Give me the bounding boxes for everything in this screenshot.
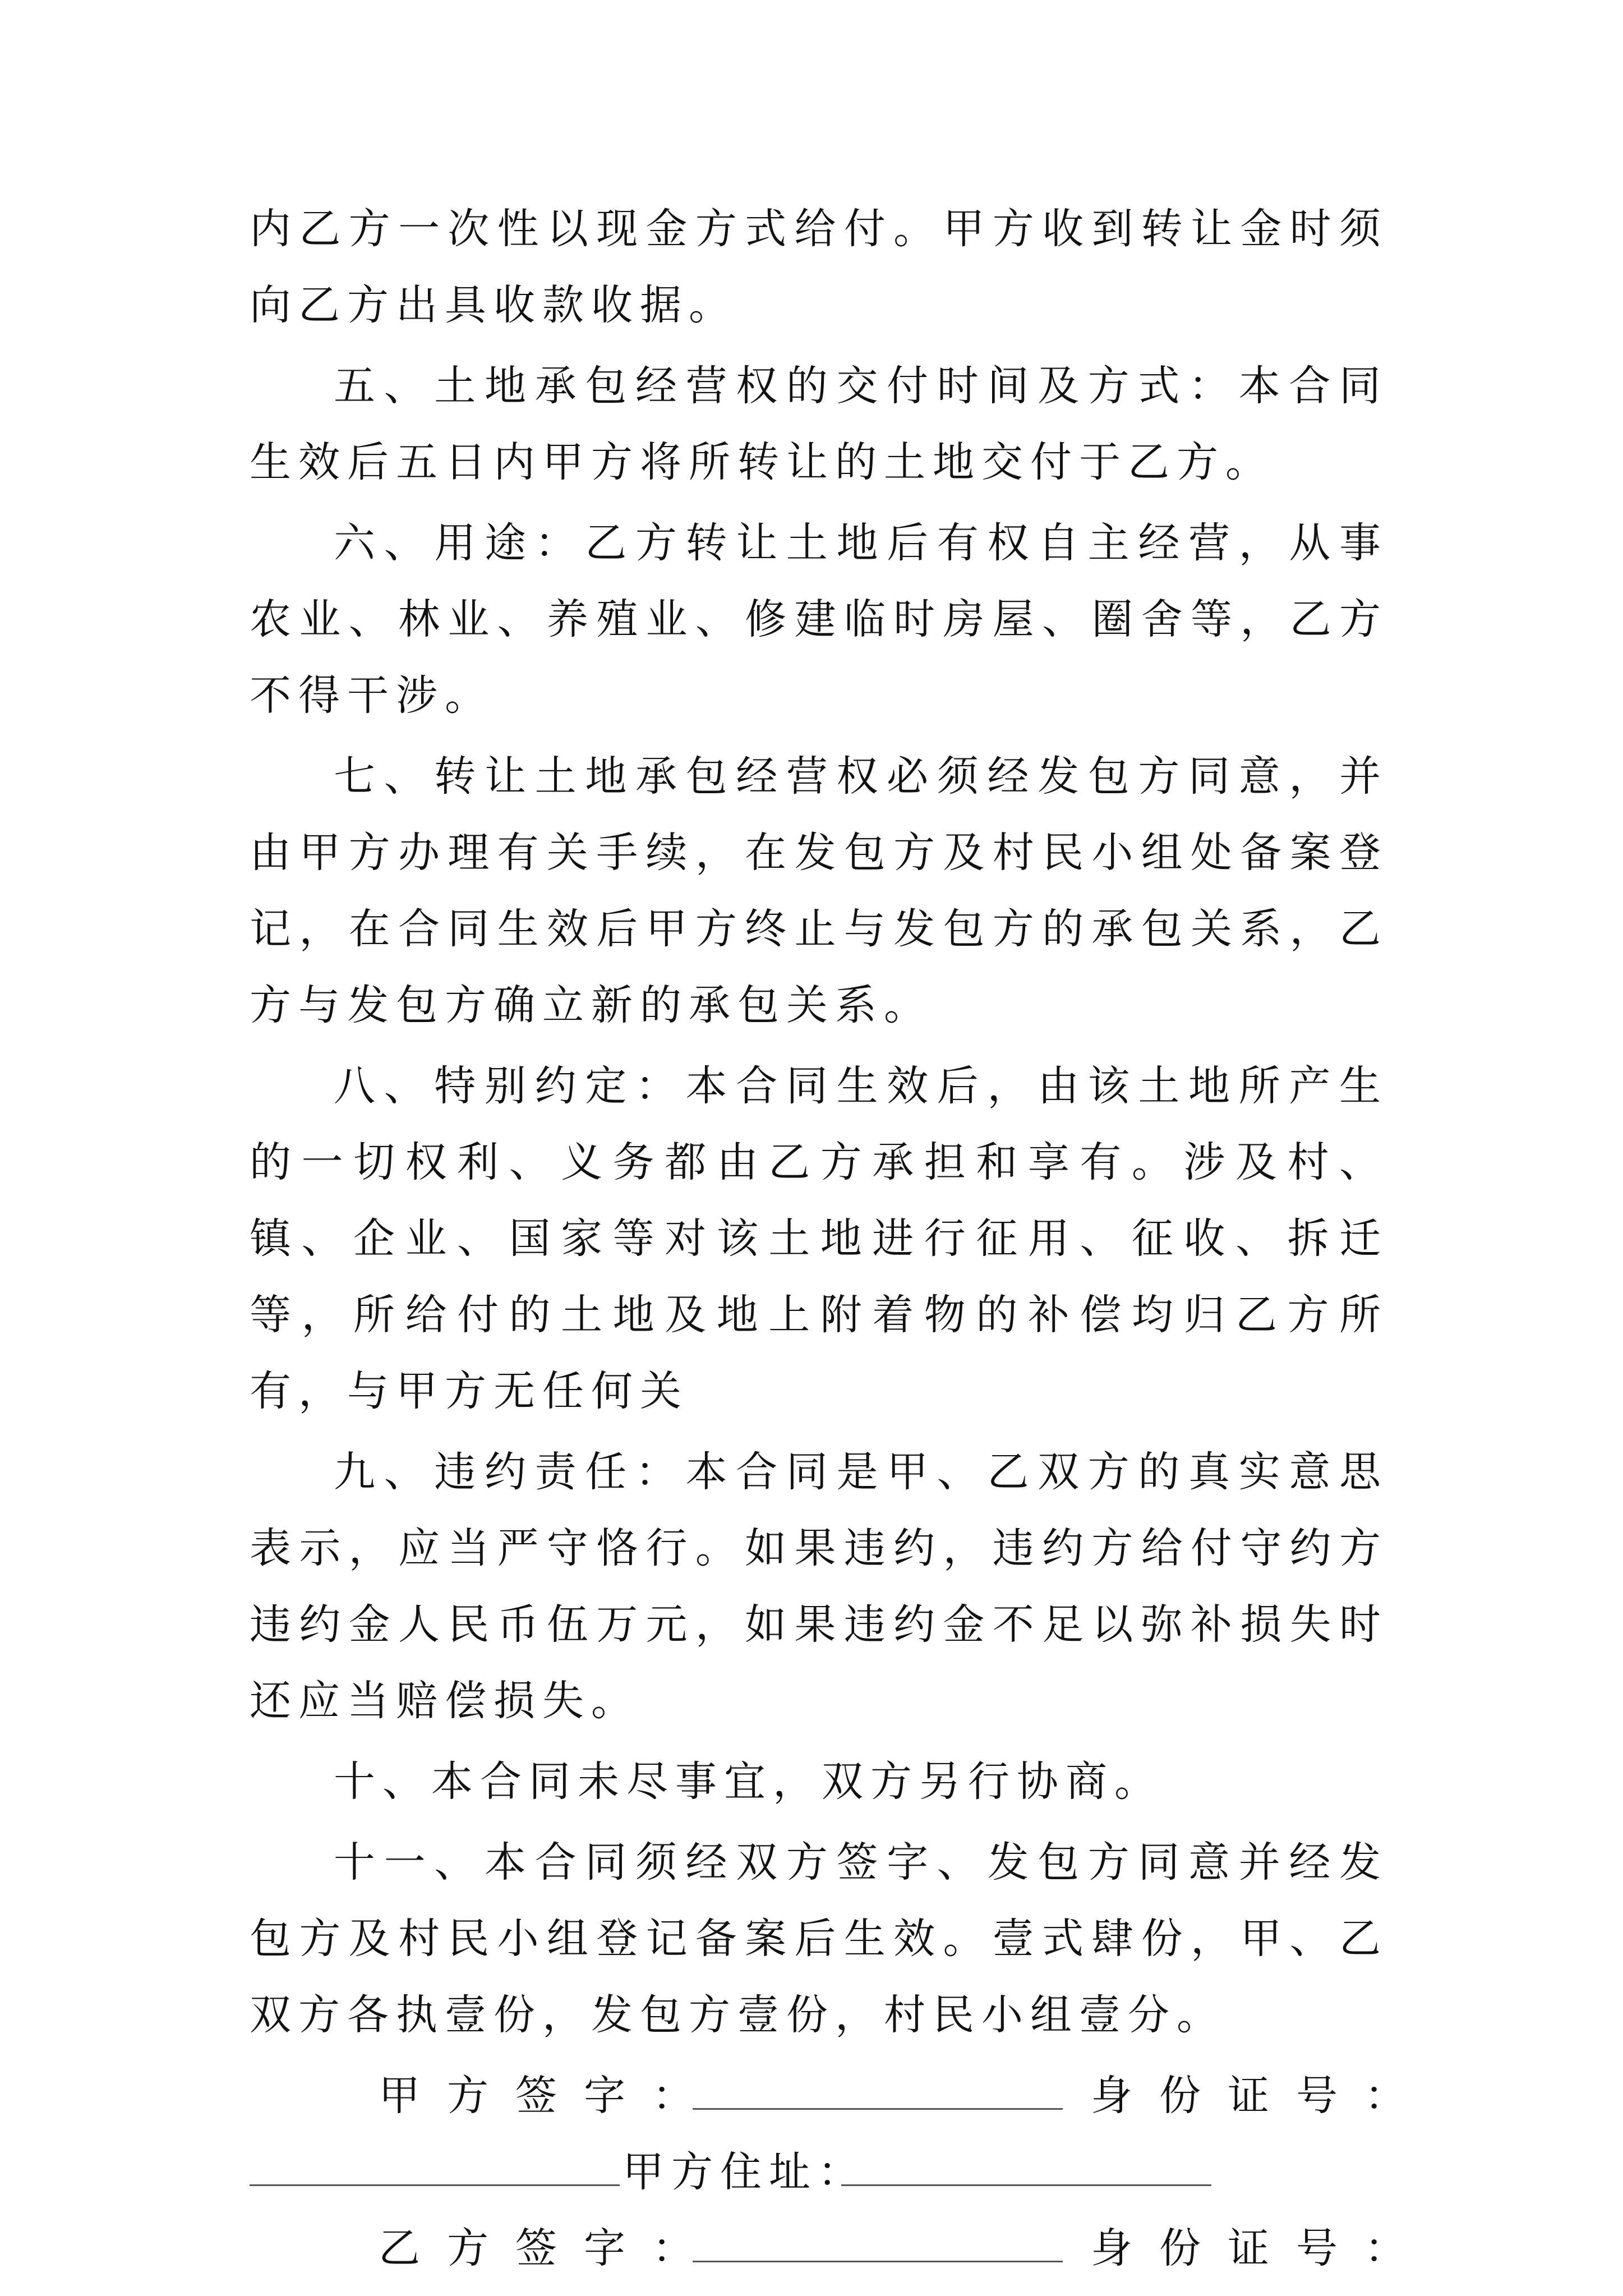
clause-5: 五、土地承包经营权的交付时间及方式：本合同生效后五日内甲方将所转让的土地交付于乙方。: [250, 362, 1388, 486]
party-a-address-label: 甲方住址：: [623, 2148, 866, 2196]
party-b-sign-label: 乙方签字：: [379, 2224, 721, 2272]
party-a-id-blank: [250, 2145, 620, 2186]
party-b-signature-row: [250, 2210, 1433, 2286]
clause-9: 九、违约责任：本合同是甲、乙双方的真实意思表示，应当严守恪行。如果违约，违约方给付守约方违约金人民币伍万元，如果违约金不足以弥补损失时还应当赔偿损失。: [250, 1448, 1388, 1725]
clause-11: 十一、本合同须经双方签字、发包方同意并经发包方及村民小组登记备案后生效。壹式肆份，甲、乙双方各执壹份，发包方壹份，村民小组壹分。: [250, 1838, 1388, 2039]
party-a-signature-row: [250, 2058, 1433, 2134]
paragraph-continued: 内乙方一次性以现金方式给付。甲方收到转让金时须向乙方出具收款收据。: [250, 205, 1388, 329]
party-a-sign-label: 甲方签字：: [379, 2072, 721, 2120]
party-a-address-row: [250, 2134, 1388, 2210]
party-a-sign-blank: [693, 2069, 1063, 2110]
clause-8: 八、特别约定：本合同生效后，由该土地所产生的一切权利、义务都由乙方承担和享有。涉及村、镇、企业、国家等对该土地进行征用、征收、拆迁等，所给付的土地及地上附着物的补偿均归乙方所有，与甲方无任何关: [250, 1062, 1388, 1415]
contract-body: [250, 191, 1433, 2286]
clause-10: 十、本合同未尽事宜，双方另行协商。: [334, 1757, 1163, 1806]
clause-7: 七、转让土地承包经营权必须经发包方同意，并由甲方办理有关手续，在发包方及村民小组处备案登记，在合同生效后甲方终止与发包方的承包关系，乙方与发包方确立新的承包关系。: [250, 752, 1388, 1029]
party-b-sign-blank: [693, 2221, 1063, 2262]
party-a-address-blank: [841, 2145, 1211, 2186]
party-b-id-label: 身份证号：: [1091, 2224, 1433, 2272]
party-a-id-label: 身份证号：: [1091, 2072, 1433, 2120]
clause-6: 六、用途：乙方转让土地后有权自主经营，从事农业、林业、养殖业、修建临时房屋、圈舍等，乙方不得干涉。: [250, 519, 1388, 720]
